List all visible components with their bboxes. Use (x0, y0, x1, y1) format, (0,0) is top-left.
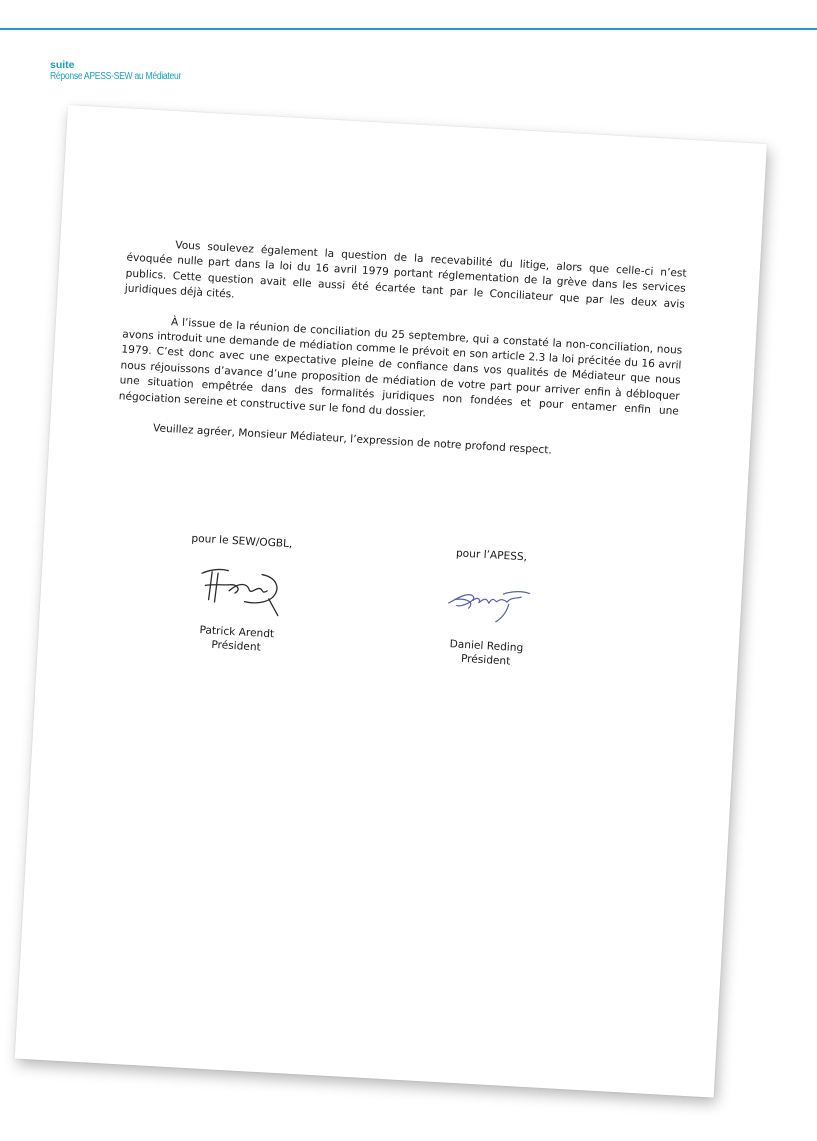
signatory-title: Président (460, 652, 511, 668)
signatory-title: Président (211, 638, 262, 654)
letter-paragraph: Vous soulevez également la question de la recevabilité du litige, alors que celle-ci n’est évoquée nulle part dans la loi du 16 avril 1979 portant réglementation de la grève dans les services publics. Cette question avait elle aussi été écartée tant par le Conciliateur que par les deux avis juridiques déjà cités. (124, 239, 687, 311)
signature-block-sew (156, 531, 322, 658)
letter-page (15, 105, 767, 1098)
signature-for-label: pour l’APESS, (455, 547, 528, 564)
letter-paragraph: À l’issue de la réunion de conciliation du 25 septembre, qui a constaté la non-conciliation, nous avons introduit une demande de médiation comme le prévoit en son article 2.3 la loi précitée du 16 avril 1979. C’est donc avec une expectative pleine de confiance dans vos qualités de Médiateur que nous nous réjouissons d’avance d’une proposition de médiation de votre part pour arriver enfin à débloquer une situation empêtrée dans des formalités juridiques non fondées et pour entamer enfin une négociation sereine et constructive sur le fond du dossier. (118, 315, 683, 420)
letter-body (116, 236, 687, 481)
section-header (50, 59, 202, 83)
signature-for-label: pour le SEW/OGBL, (191, 532, 293, 551)
handwritten-signature-reding (437, 569, 540, 632)
signature-block-apess (405, 545, 571, 672)
section-continuation-label: suite (50, 59, 75, 71)
letter-closing: Veuillez agréer, Monsieur Médiateur, l’expression de notre profond respect. (152, 422, 553, 457)
section-subtitle: Réponse APESS-SEW au Médiateur (50, 71, 182, 82)
signatory-name: Daniel Reding (449, 638, 524, 655)
signatory-name: Patrick Arendt (199, 624, 275, 641)
header-rule (0, 28, 817, 30)
handwritten-signature-arendt (188, 555, 291, 618)
